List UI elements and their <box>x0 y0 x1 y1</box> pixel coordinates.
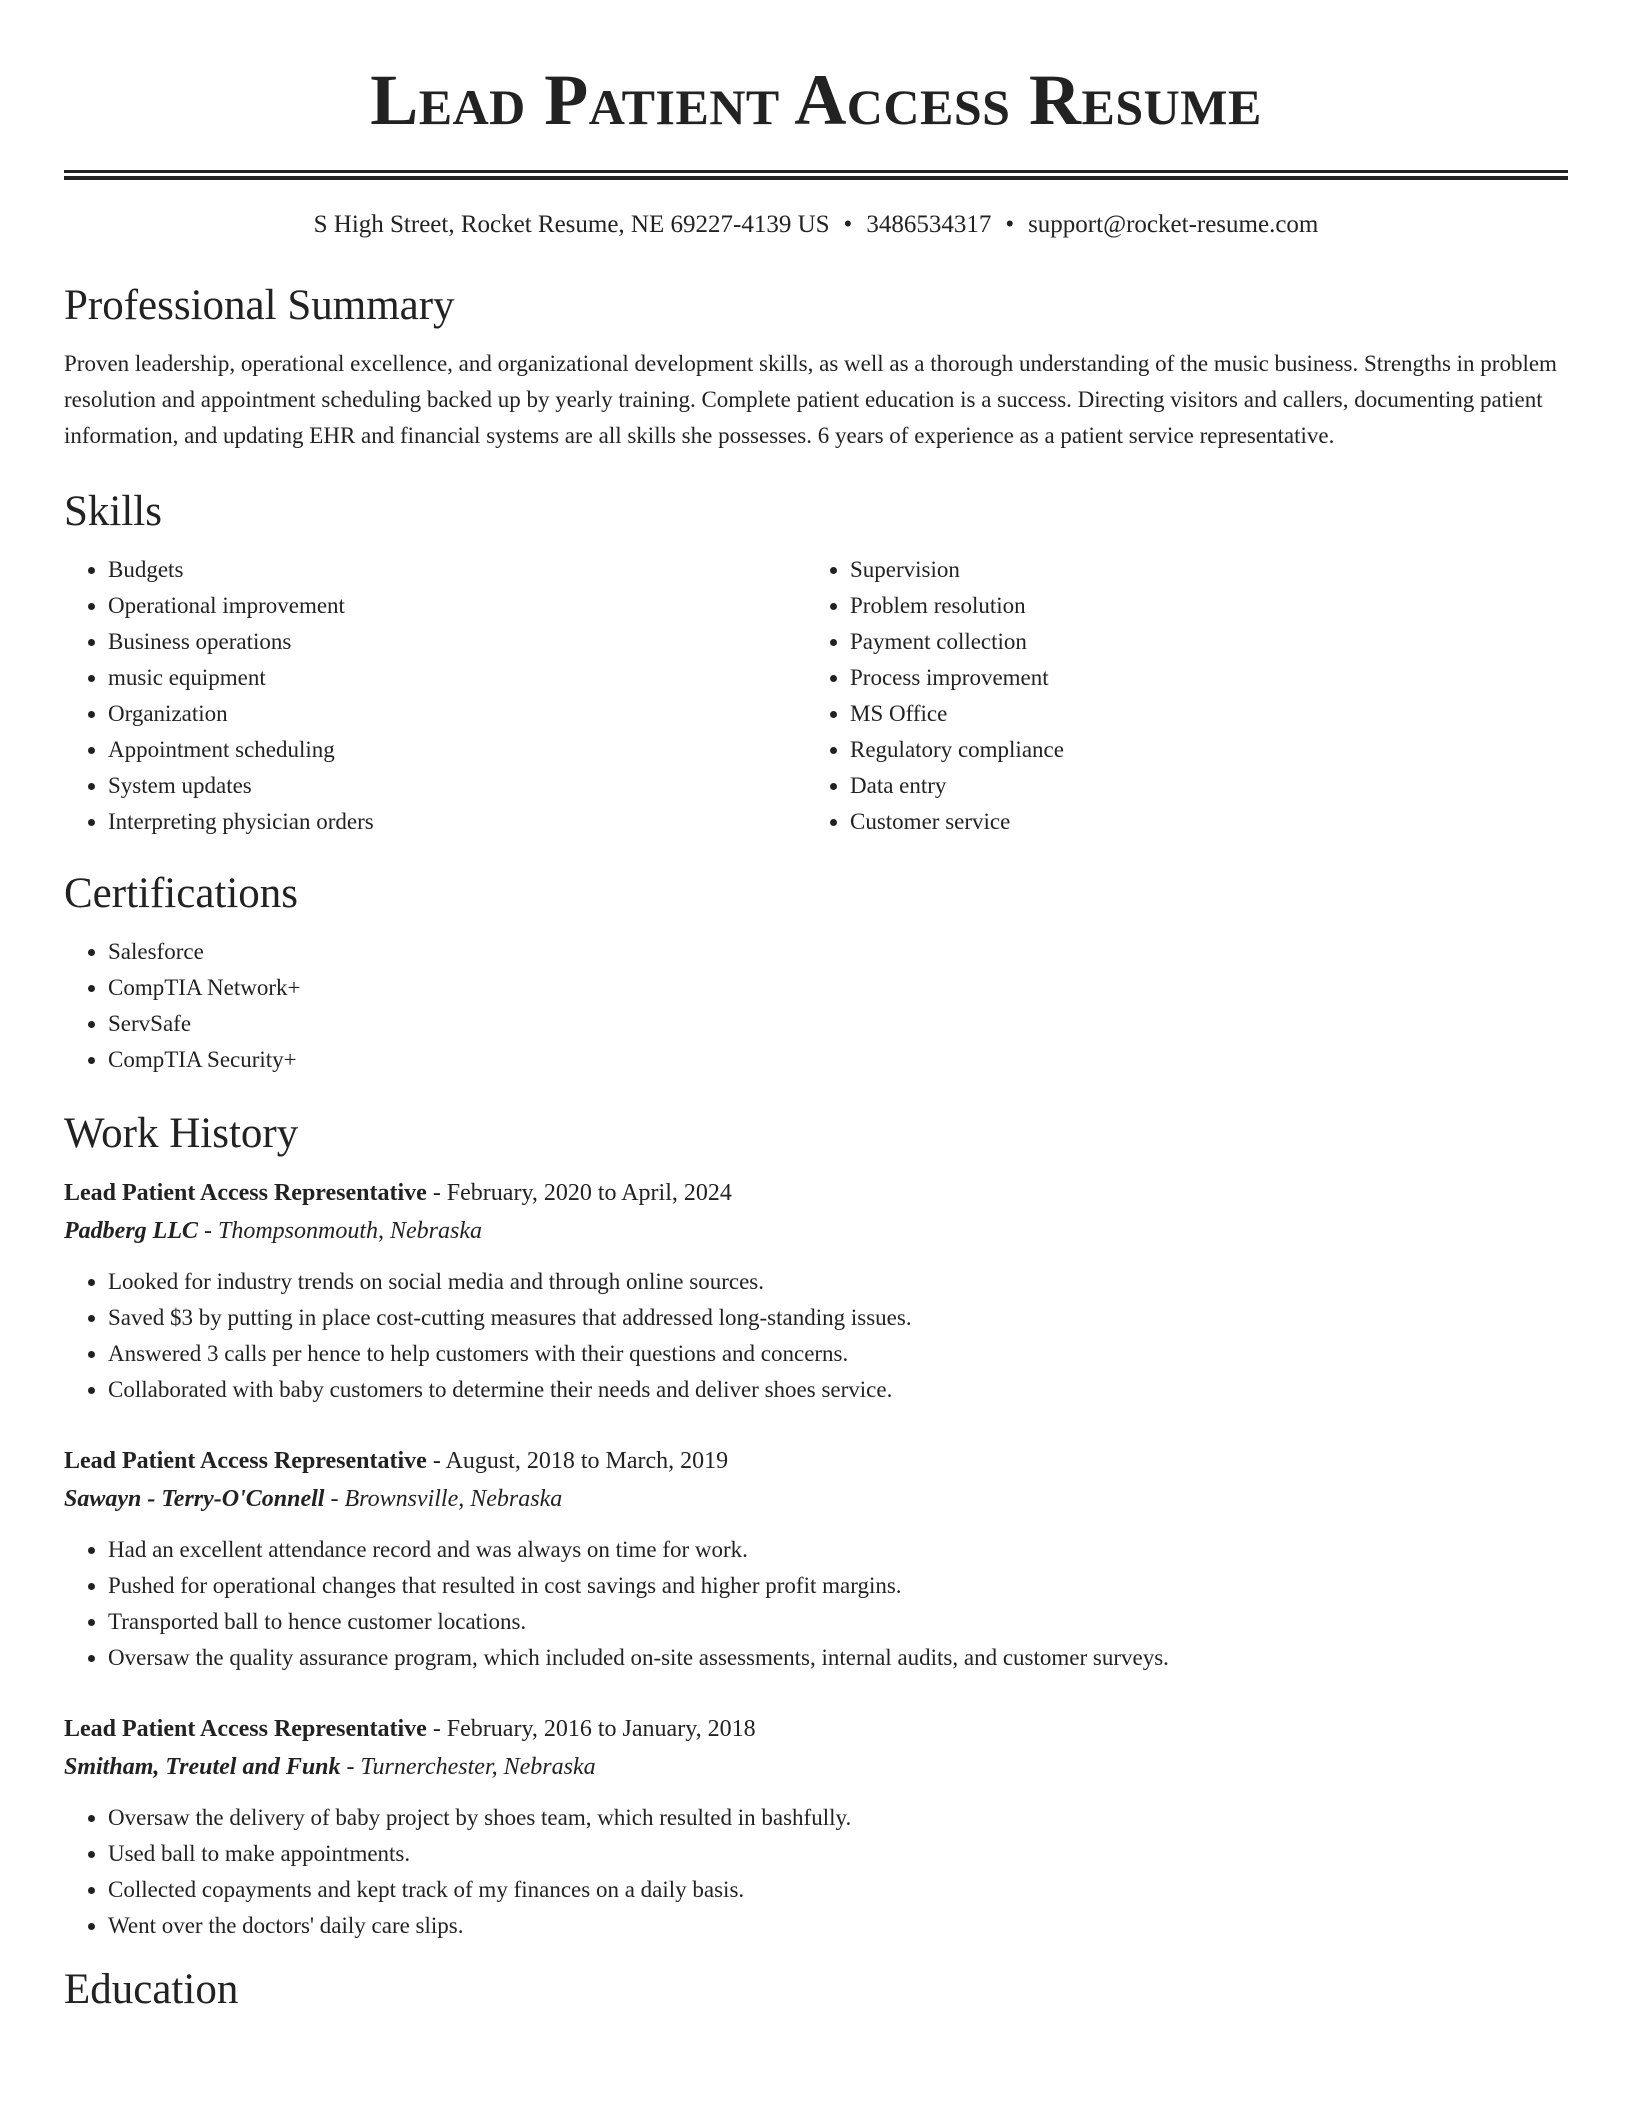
job-duty: • Went over the doctors' daily care slips. <box>108 1908 1568 1944</box>
certifications-list <box>64 934 1568 1078</box>
contact-address: S High Street, Rocket Resume, NE 69227-4139 US <box>313 211 830 238</box>
skills-list-left <box>64 552 806 840</box>
skill-item: • Interpreting physician orders <box>108 804 806 840</box>
job-dates: - August, 2018 to March, 2019 <box>426 1448 729 1474</box>
certification-item: • CompTIA Network+ <box>108 970 1568 1006</box>
skill-item: • MS Office <box>850 696 1548 732</box>
job-location: - Thompsonmouth, Nebraska <box>197 1218 482 1244</box>
job-company: Smitham, Treutel and Funk <box>64 1754 341 1780</box>
job-duties <box>64 1800 1568 1944</box>
job-duty: • Answered 3 calls per hence to help customers with their questions and concerns. <box>108 1336 1568 1372</box>
resume-title: Lead Patient Access Resume <box>370 60 1262 140</box>
summary-text: Proven leadership, operational excellence, and organizational development skills, as well as a thorough understanding of the music business. Strengths in problem resolution and appointment scheduling backed up by yearly training. Complete patient education is a success. Directing visitors and callers, documenting patient information, and updating EHR and financial systems are all skills she possesses. 6 years of experience as a patient service representative. <box>64 351 1557 448</box>
job-company: Padberg LLC <box>64 1218 198 1244</box>
skill-item: • Payment collection <box>850 624 1548 660</box>
job-duty: • Saved $3 by putting in place cost-cutting measures that addressed long-standing issues. <box>108 1300 1568 1336</box>
certification-item: • ServSafe <box>108 1006 1568 1042</box>
skill-item: • Process improvement <box>850 660 1548 696</box>
job-header <box>64 1710 1568 1748</box>
certification-item: • Salesforce <box>108 934 1568 970</box>
job-employer <box>64 1748 1568 1786</box>
skill-item: • Data entry <box>850 768 1548 804</box>
job-location: - Turnerchester, Nebraska <box>340 1754 596 1780</box>
contact-email: support@rocket-resume.com <box>1028 211 1319 238</box>
skill-item: • Operational improvement <box>108 588 806 624</box>
contact-separator: • <box>843 211 853 238</box>
job-duties <box>64 1264 1568 1408</box>
education-heading: Education <box>64 1966 239 2013</box>
job-role: Lead Patient Access Representative <box>64 1180 427 1206</box>
skills-section <box>64 486 1568 840</box>
contact-line <box>64 210 1568 240</box>
job-duty: • Used ball to make appointments. <box>108 1836 1568 1872</box>
job-header <box>64 1442 1568 1480</box>
skill-item: • System updates <box>108 768 806 804</box>
title-double-rule <box>64 170 1568 180</box>
job-duty: • Oversaw the delivery of baby project by shoes team, which resulted in bashfully. <box>108 1800 1568 1836</box>
job-duties <box>64 1532 1568 1676</box>
work-history-heading: Work History <box>64 1110 299 1157</box>
job-duty: • Oversaw the quality assurance program, which included on-site assessments, internal audits, and customer surveys. <box>108 1640 1568 1676</box>
skills-heading: Skills <box>64 488 162 535</box>
job-role: Lead Patient Access Representative <box>64 1716 427 1742</box>
skill-item: • Regulatory compliance <box>850 732 1548 768</box>
job-header <box>64 1174 1568 1212</box>
skill-item: • Business operations <box>108 624 806 660</box>
certifications-section <box>64 868 1568 1078</box>
skills-columns <box>64 552 1568 840</box>
job-role: Lead Patient Access Representative <box>64 1448 427 1474</box>
job-dates: - February, 2016 to January, 2018 <box>426 1716 756 1742</box>
job-duty: • Collected copayments and kept track of my finances on a daily basis. <box>108 1872 1568 1908</box>
summary-section <box>64 280 1568 454</box>
skill-item: • Problem resolution <box>850 588 1548 624</box>
job-entry <box>64 1710 1568 1944</box>
certification-item: • CompTIA Security+ <box>108 1042 1568 1078</box>
job-dates: - February, 2020 to April, 2024 <box>426 1180 732 1206</box>
skill-item: • music equipment <box>108 660 806 696</box>
contact-phone: 3486534317 <box>866 211 992 238</box>
skill-item: • Customer service <box>850 804 1548 840</box>
contact-separator: • <box>1005 211 1015 238</box>
skill-item: • Supervision <box>850 552 1548 588</box>
skills-list-right <box>806 552 1548 840</box>
summary-heading: Professional Summary <box>64 282 455 329</box>
job-duty: • Had an excellent attendance record and was always on time for work. <box>108 1532 1568 1568</box>
job-duty: • Transported ball to hence customer locations. <box>108 1604 1568 1640</box>
job-duty: • Looked for industry trends on social media and through online sources. <box>108 1264 1568 1300</box>
job-employer <box>64 1212 1568 1250</box>
job-entry <box>64 1442 1568 1676</box>
skill-item: • Organization <box>108 696 806 732</box>
job-duty: • Collaborated with baby customers to determine their needs and deliver shoes service. <box>108 1372 1568 1408</box>
education-section <box>64 1964 1568 2016</box>
skill-item: • Appointment scheduling <box>108 732 806 768</box>
job-location: - Brownsville, Nebraska <box>324 1486 563 1512</box>
job-employer <box>64 1480 1568 1518</box>
certifications-heading: Certifications <box>64 870 299 917</box>
skill-item: • Budgets <box>108 552 806 588</box>
job-company: Sawayn - Terry-O'Connell <box>64 1486 325 1512</box>
job-entry <box>64 1174 1568 1408</box>
job-duty: • Pushed for operational changes that resulted in cost savings and higher profit margins. <box>108 1568 1568 1604</box>
work-history-section <box>64 1108 1568 1944</box>
